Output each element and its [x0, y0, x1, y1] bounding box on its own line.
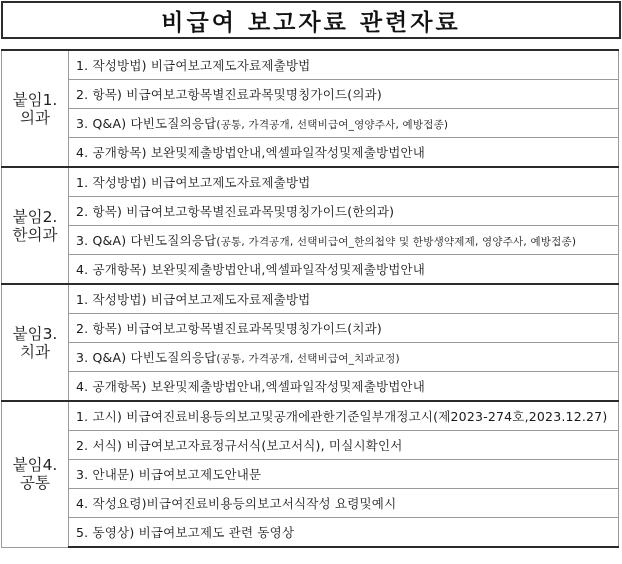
- list-item: [69, 372, 619, 402]
- item-text: 2. 서식) 비급여보고자료정규서식(보고서식), 미실시확인서: [76, 438, 403, 453]
- attachment-table: [1, 49, 619, 548]
- group-name: 치과: [20, 342, 50, 361]
- group-name: 한의과: [12, 225, 58, 244]
- list-item: [69, 138, 619, 168]
- item-text: 3. Q&A) 다빈도질의응답: [76, 233, 217, 248]
- group-number: 붙임1.: [12, 90, 58, 109]
- list-item: [69, 109, 619, 138]
- group-label-cell: [2, 401, 69, 547]
- list-item: [69, 518, 619, 548]
- item-subtext: (공통, 가격공개, 선택비급여_영양주사, 예방접종): [216, 119, 449, 131]
- list-item: [69, 489, 619, 518]
- group-number: 붙임3.: [12, 324, 58, 343]
- item-text: 3. Q&A) 다빈도질의응답: [76, 116, 217, 131]
- list-item: [69, 167, 619, 197]
- list-item: [69, 226, 619, 255]
- item-text: 2. 항목) 비급여보고항목별진료과목및명칭가이드(의과): [76, 87, 382, 102]
- list-item: [69, 255, 619, 285]
- item-text: 4. 공개항목) 보완및제출방법안내,엑셀파일작성및제출방법안내: [76, 145, 426, 160]
- list-item: [69, 460, 619, 489]
- item-text: 3. Q&A) 다빈도질의응답: [76, 350, 217, 365]
- item-text: 2. 항목) 비급여보고항목별진료과목및명칭가이드(치과): [76, 321, 382, 336]
- group-name: 공통: [20, 474, 50, 493]
- table-row: [2, 314, 619, 343]
- table-row: [2, 401, 619, 431]
- table-row: [2, 80, 619, 109]
- list-item: [69, 431, 619, 460]
- item-text: 4. 공개항목) 보완및제출방법안내,엑셀파일작성및제출방법안내: [76, 379, 426, 394]
- group-number: 붙임4.: [12, 456, 58, 475]
- list-item: [69, 284, 619, 314]
- table-row: [2, 489, 619, 518]
- table-row: [2, 343, 619, 372]
- table-row: [2, 372, 619, 402]
- item-subtext: (공통, 가격공개, 선택비급여_한의첩약 및 한방생약제제, 영양주사, 예방접종): [216, 236, 577, 248]
- list-item: [69, 401, 619, 431]
- group-label-cell: [2, 167, 69, 284]
- attachment-table-body: [2, 50, 619, 547]
- item-text: 3. 안내문) 비급여보고제도안내문: [76, 467, 262, 482]
- list-item: [69, 197, 619, 226]
- group-number: 붙임2.: [12, 207, 58, 226]
- table-row: [2, 226, 619, 255]
- table-row: [2, 518, 619, 548]
- list-item: [69, 343, 619, 372]
- table-row: [2, 197, 619, 226]
- list-item: [69, 314, 619, 343]
- list-item: [69, 50, 619, 80]
- table-row: [2, 167, 619, 197]
- table-row: [2, 50, 619, 80]
- group-label-cell: [2, 50, 69, 167]
- list-item: [69, 80, 619, 109]
- item-text: 4. 작성요령)비급여진료비용등의보고서식작성 요령및예시: [76, 496, 397, 511]
- group-label-cell: [2, 284, 69, 401]
- item-text: 1. 고시) 비급여진료비용등의보고및공개에관한기준일부개정고시(제2023-274호,2023.12.27): [76, 409, 608, 424]
- table-row: [2, 138, 619, 168]
- page-title: 비급여 보고자료 관련자료: [1, 1, 621, 39]
- item-text: 2. 항목) 비급여보고항목별진료과목및명칭가이드(한의과): [76, 204, 395, 219]
- item-text: 5. 동영상) 비급여보고제도 관련 동영상: [76, 525, 295, 540]
- group-name: 의과: [20, 108, 50, 127]
- table-row: [2, 284, 619, 314]
- item-text: 4. 공개항목) 보완및제출방법안내,엑셀파일작성및제출방법안내: [76, 262, 426, 277]
- item-text: 1. 작성방법) 비급여보고제도자료제출방법: [76, 292, 311, 307]
- item-text: 1. 작성방법) 비급여보고제도자료제출방법: [76, 58, 311, 73]
- table-row: [2, 431, 619, 460]
- item-text: 1. 작성방법) 비급여보고제도자료제출방법: [76, 175, 311, 190]
- item-subtext: (공통, 가격공개, 선택비급여_치과교정): [216, 353, 400, 365]
- table-row: [2, 109, 619, 138]
- table-row: [2, 255, 619, 285]
- document: [1, 1, 621, 562]
- table-row: [2, 460, 619, 489]
